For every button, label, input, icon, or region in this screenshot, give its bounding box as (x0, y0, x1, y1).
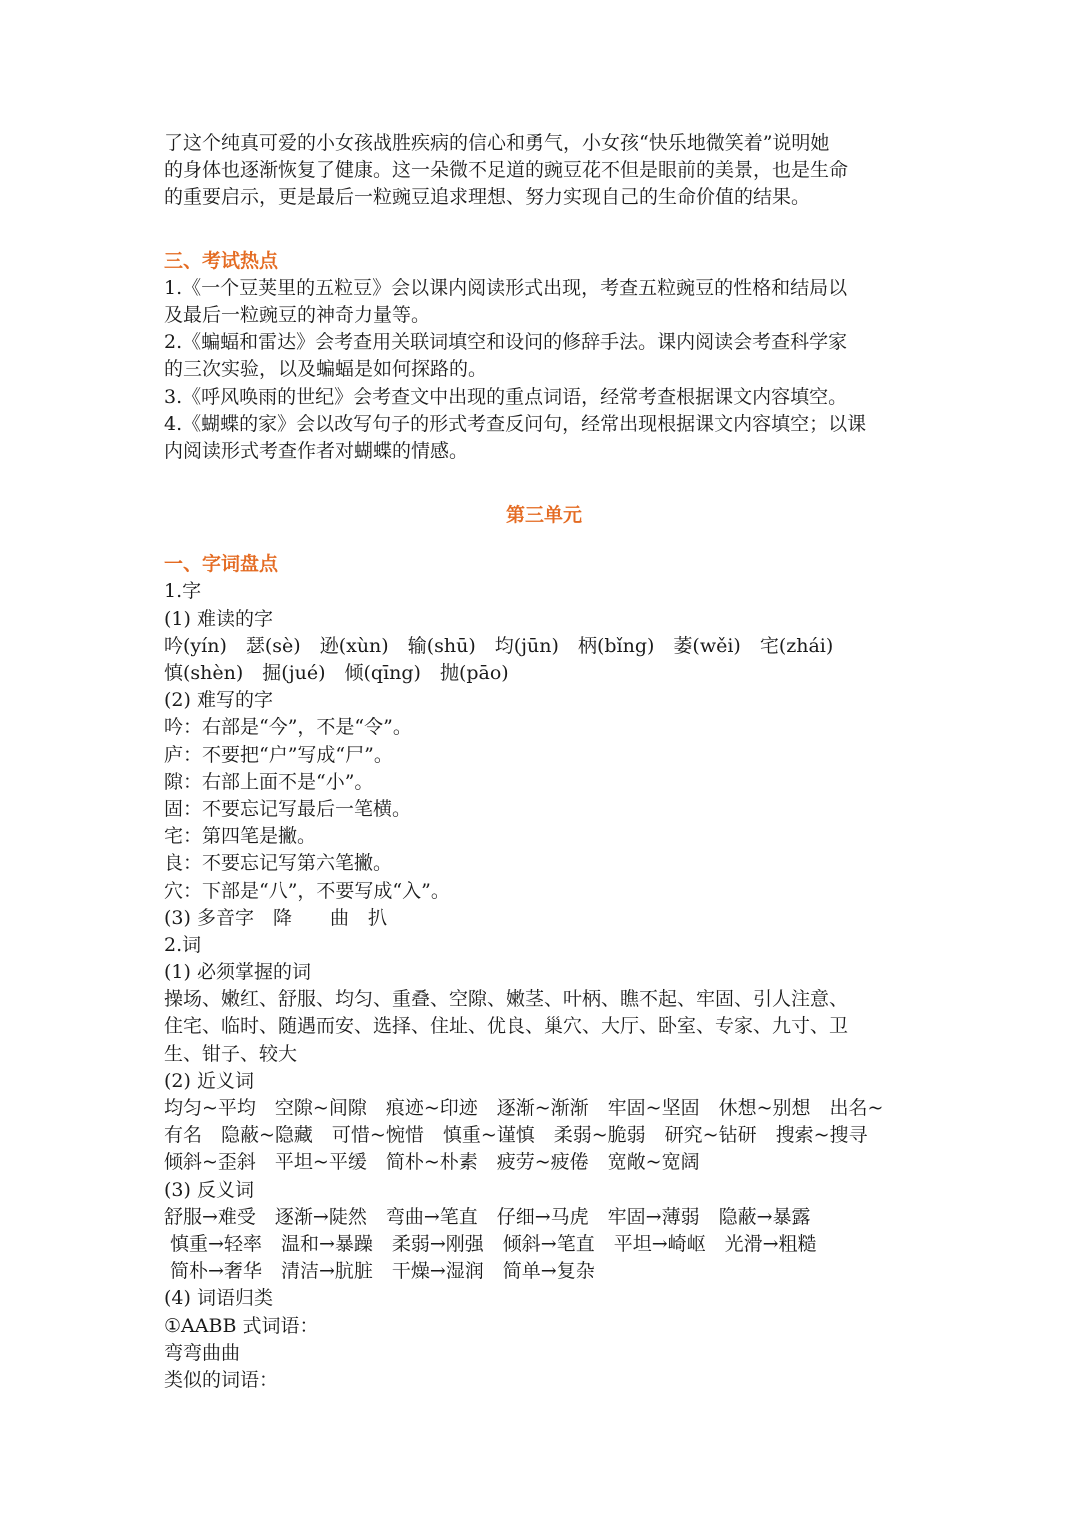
vocab-line: (3) 多音字 降 曲 扒 (164, 906, 387, 929)
unit-title: 第三单元 (505, 504, 582, 527)
vocab-line: 简朴→奢华 清洁→肮脏 干燥→湿润 简单→复杂 (164, 1260, 595, 1283)
vocab-line: 慎(shèn) 掘(jué) 倾(qīng) 抛(pāo) (164, 662, 509, 684)
document-body (164, 130, 924, 1394)
vocab-line: 有名 隐蔽~隐藏 可惜~惋惜 慎重~谨慎 柔弱~脆弱 研究~钻研 搜索~搜寻 (164, 1124, 868, 1147)
vocab-line: 庐：不要把“户”写成“尸”。 (164, 743, 393, 766)
vocab-line: 生、钳子、较大 (164, 1042, 298, 1065)
hotspot-line: 3.《呼风唤雨的世纪》会考查文中出现的重点词语，经常考查根据课文内容填空。 (164, 385, 848, 408)
vocab-line: 慎重→轻率 温和→暴躁 柔弱→刚强 倾斜→笔直 平坦→崎岖 光滑→粗糙 (164, 1232, 817, 1255)
hotspot-line: 及最后一粒豌豆的神奇力量等。 (164, 303, 431, 326)
vocab-line: 操场、嫩红、舒服、均匀、重叠、空隙、嫩茎、叶柄、瞧不起、牢固、引人注意、 (164, 988, 849, 1011)
vocab-line: 弯弯曲曲 (164, 1341, 241, 1364)
vocab-line: ①AABB 式词语： (164, 1314, 319, 1337)
vocab-line: 倾斜~歪斜 平坦~平缓 简朴~朴素 疲劳~疲倦 宽敞~宽阔 (164, 1151, 700, 1174)
vocab-line: 1.字 (164, 580, 202, 603)
vocab-line: 吟(yín) 瑟(sè) 逊(xùn) 输(shū) 均(jūn) 柄(bǐng) 萎(wěi) 宅(zhái) (164, 634, 834, 657)
vocab-line: 固：不要忘记写最后一笔横。 (164, 797, 412, 820)
paragraph-line: 的身体也逐渐恢复了健康。这一朵微不足道的豌豆花不但是眼前的美景，也是生命 (164, 159, 849, 182)
hotspot-line: 4.《蝴蝶的家》会以改写句子的形式考查反问句，经常出现根据课文内容填空；以课 (164, 412, 867, 435)
vocab-line: 均匀~平均 空隙~间隙 痕迹~印迹 逐渐~渐渐 牢固~坚固 休想~别想 出名~ (164, 1097, 884, 1119)
vocab-line: (2) 难写的字 (164, 689, 273, 712)
hotspot-line: 内阅读形式考查作者对蝴蝶的情感。 (164, 439, 469, 462)
vocabulary-list (164, 578, 924, 1394)
paragraph-line: 的重要启示，更是最后一粒豌豆追求理想、努力实现自己的生命价值的结果。 (164, 186, 811, 209)
section-heading-exam-hotspots: 三、考试热点 (164, 249, 279, 272)
hotspot-line: 2.《蝙蝠和雷达》会考查用关联词填空和设问的修辞手法。课内阅读会考查科学家 (164, 331, 848, 354)
vocab-line: 住宅、临时、随遇而安、选择、住址、优良、巢穴、大厅、卧室、专家、九寸、卫 (164, 1015, 849, 1038)
vocab-line: 穴：下部是“八”，不要写成“入”。 (164, 879, 450, 902)
vocab-line: 2.词 (164, 933, 202, 956)
vocab-line: (4) 词语归类 (164, 1287, 273, 1310)
vocab-line: (1) 必须掌握的词 (164, 961, 311, 984)
paragraph-line: 了这个纯真可爱的小女孩战胜疾病的信心和勇气，小女孩“快乐地微笑着”说明她 (164, 132, 830, 154)
vocab-line: 舒服→难受 逐渐→陡然 弯曲→笔直 仔细→马虎 牢固→薄弱 隐蔽→暴露 (164, 1205, 811, 1228)
vocab-line: 类似的词语： (164, 1368, 279, 1391)
vocab-line: (3) 反义词 (164, 1178, 254, 1201)
vocab-line: 隙：右部上面不是“小”。 (164, 770, 374, 793)
hotspot-line: 1.《一个豆荚里的五粒豆》会以课内阅读形式出现，考查五粒豌豆的性格和结局以 (164, 276, 848, 299)
vocab-line: (1) 难读的字 (164, 607, 273, 630)
vocab-line: 宅：第四笔是撇。 (164, 825, 317, 848)
vocab-line: (2) 近义词 (164, 1069, 254, 1092)
vocab-line: 良：不要忘记写第六笔撇。 (164, 852, 393, 875)
section-heading-vocabulary: 一、字词盘点 (164, 553, 279, 576)
hotspot-line: 的三次实验，以及蝙蝠是如何探路的。 (164, 358, 488, 381)
vocab-line: 吟：右部是“今”，不是“令”。 (164, 716, 412, 739)
